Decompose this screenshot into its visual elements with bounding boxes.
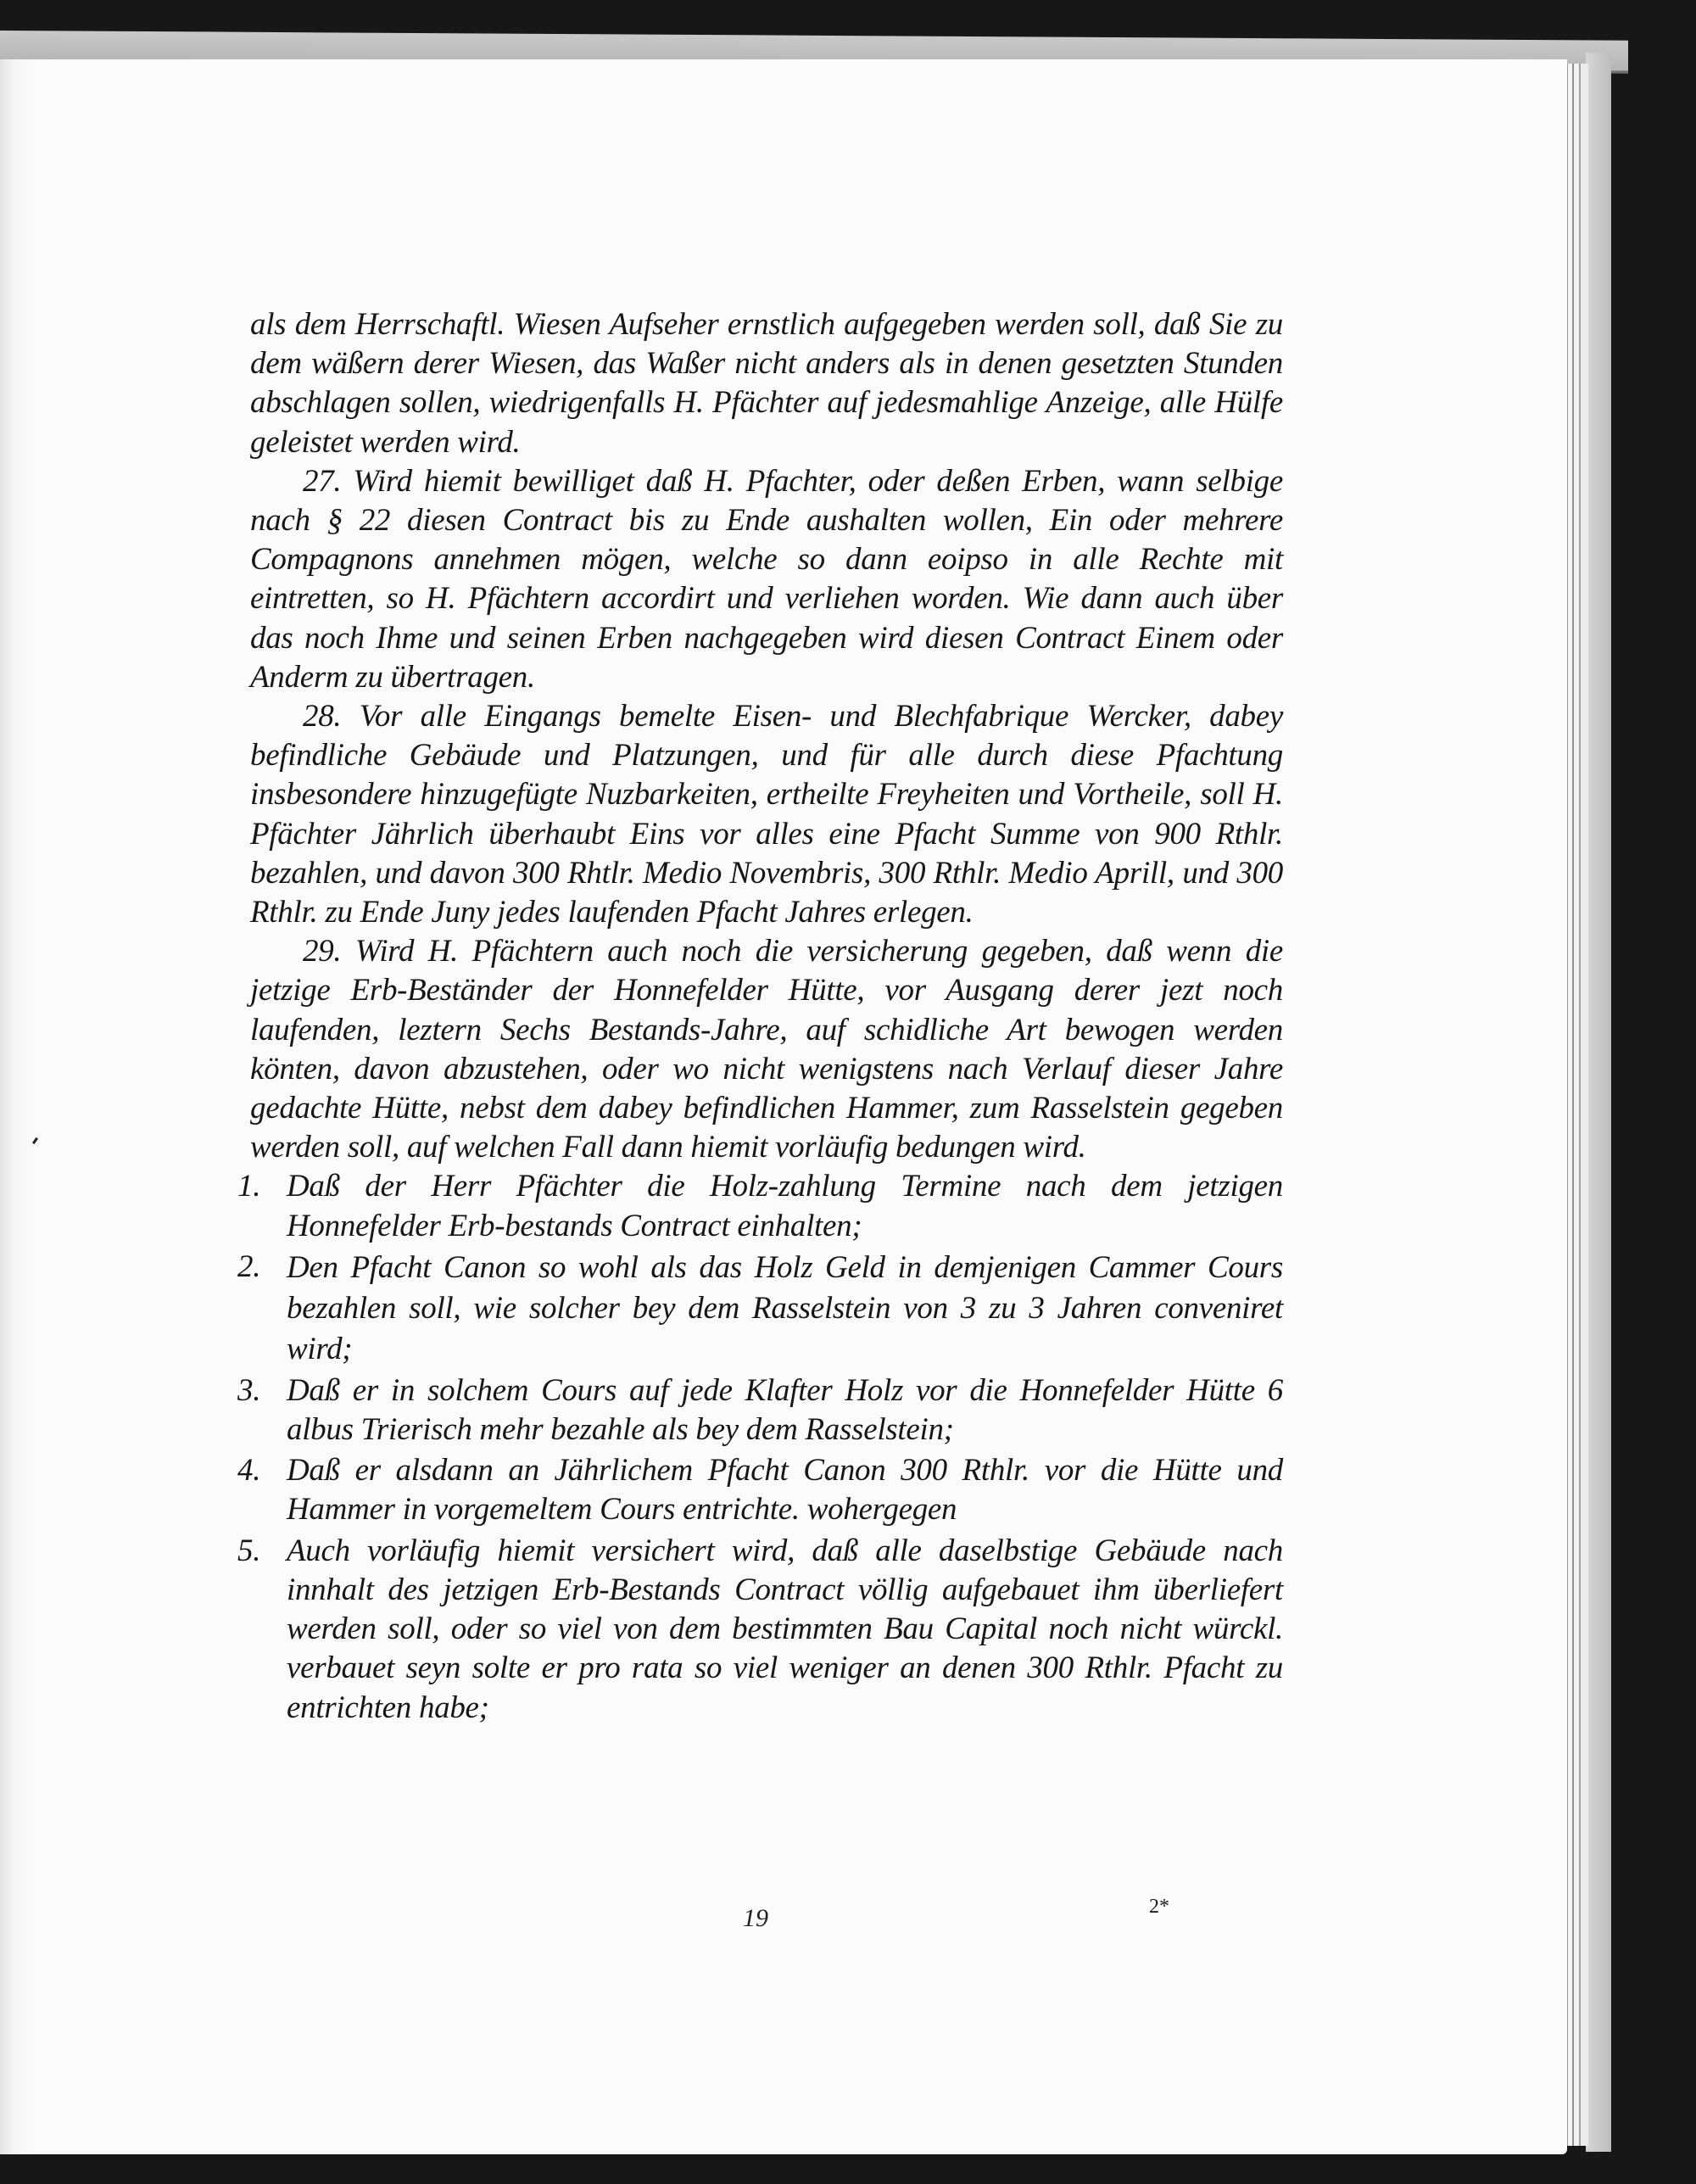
paragraph-28: 28. Vor alle Eingangs bemelte Eisen- und Blechfabrique Wercker, dabey befindliche Gebäude und Platzungen, und für alle durch diese Pfachtung insbesondere hinzugefügte Nuzbarkeiten, ertheilte Freyheiten und Vortheile, soll H. Pfächter Jährlich überhaubt Eins vor alles eine Pfacht Summe von 900 Rthlr. bezahlen, und davon 300 Rhtlr. Medio Novembris, 300 Rthlr. Medio Aprill, und 300 Rthlr. zu Ende Juny jedes laufenden Pfacht Jahres erlegen. [250,699,1283,930]
list-item-text: Daß er in solchem Cours auf jede Klafter Holz vor die Honnefelder Hütte 6 albus Trierisch mehr bezahle als bey dem Rasselstein; [287,1372,1283,1448]
list-item-text: Den Pfacht Canon so wohl als das Holz Geld in demjenigen Cammer Cours bezahlen soll, wie solcher bey dem Rasselstein von 3 zu 3 Jahren conveniret wird; [287,1249,1283,1366]
list-item [237,1371,1283,1449]
list-item [237,1248,1283,1370]
paragraph-continuation: als dem Herrschaftl. Wiesen Aufseher ernstlich aufgegeben werden soll, daß Sie zu dem wäßern derer Wiesen, das Waßer nicht anders als in denen gesetzten Stunden abschlagen sollen, wiedrigenfalls H. Pfächter auf jedesmahlige Anzeige, alle Hülfe geleistet werden wird. [250,307,1283,460]
list-item-number: 3. [237,1372,261,1408]
list-item-text: Daß der Herr Pfächter die Holz-zahlung Termine nach dem jetzigen Honnefelder Erb-bestands Contract einhalten; [287,1169,1283,1243]
list-item-text: Auch vorläufig hiemit versichert wird, daß alle daselbstige Gebäude nach innhalt des jetzigen Erb-Bestands Contract völlig aufgebauet ihm überliefert werden soll, oder so viel von dem bestimmten Bau Capital noch nicht würckl. verbauet seyn solte er pro rata so viel weniger an denen 300 Rthlr. Pfacht zu entrichten habe; [287,1533,1283,1725]
conditions-list [237,1167,1283,1727]
list-item-number: 2. [237,1248,261,1284]
list-item [237,1451,1283,1529]
book-cover-right-edge [1586,53,1611,2152]
list-item-number: 5. [237,1533,261,1568]
page-number: 19 [743,1904,768,1932]
list-item-number: 4. [237,1453,261,1489]
list-item [237,1532,1283,1728]
paragraph-27: 27. Wird hiemit bewilliget daß H. Pfachter, oder deßen Erben, wann selbige nach § 22 diesen Contract bis zu Ende aushalten wollen, Ein oder mehrere Compagnons annehmen mögen, welche so dann eoipso in alle Rechte mit eintretten, so H. Pfächtern accordirt und verliehen worden. Wie dann auch über das noch Ihme und seinen Erben nachgegeben wird diesen Contract Einem oder Anderm zu übertragen. [250,463,1283,695]
list-item [237,1167,1283,1245]
book-page [0,59,1567,2154]
signature-mark: 2* [1149,1896,1169,1918]
page-stack-edges [1565,64,1588,2146]
list-item-text: Daß er alsdann an Jährlichem Pfacht Canon 300 Rthlr. vor die Hütte und Hammer in vorgemeltem Cours entrichte. wohergegen [287,1453,1283,1528]
list-item-number: 1. [237,1169,261,1204]
paragraph-29: 29. Wird H. Pfächtern auch noch die versicherung gegeben, daß wenn die jetzige Erb-Beständer der Honnefelder Hütte, vor Ausgang derer jezt noch laufenden, leztern Sechs Bestands-Jahre, auf schidliche Art bewogen werden könten, davon abzustehen, oder wo nicht wenigstens nach Verlauf dieser Jahre gedachte Hütte, nebst dem dabey befindlichen Hammer, zum Rasselstein gegeben werden soll, auf welchen Fall dann hiemit vorläufig bedungen wird. [250,934,1283,1165]
page-gutter-shadow [0,59,34,2154]
text-column [237,305,1283,1729]
